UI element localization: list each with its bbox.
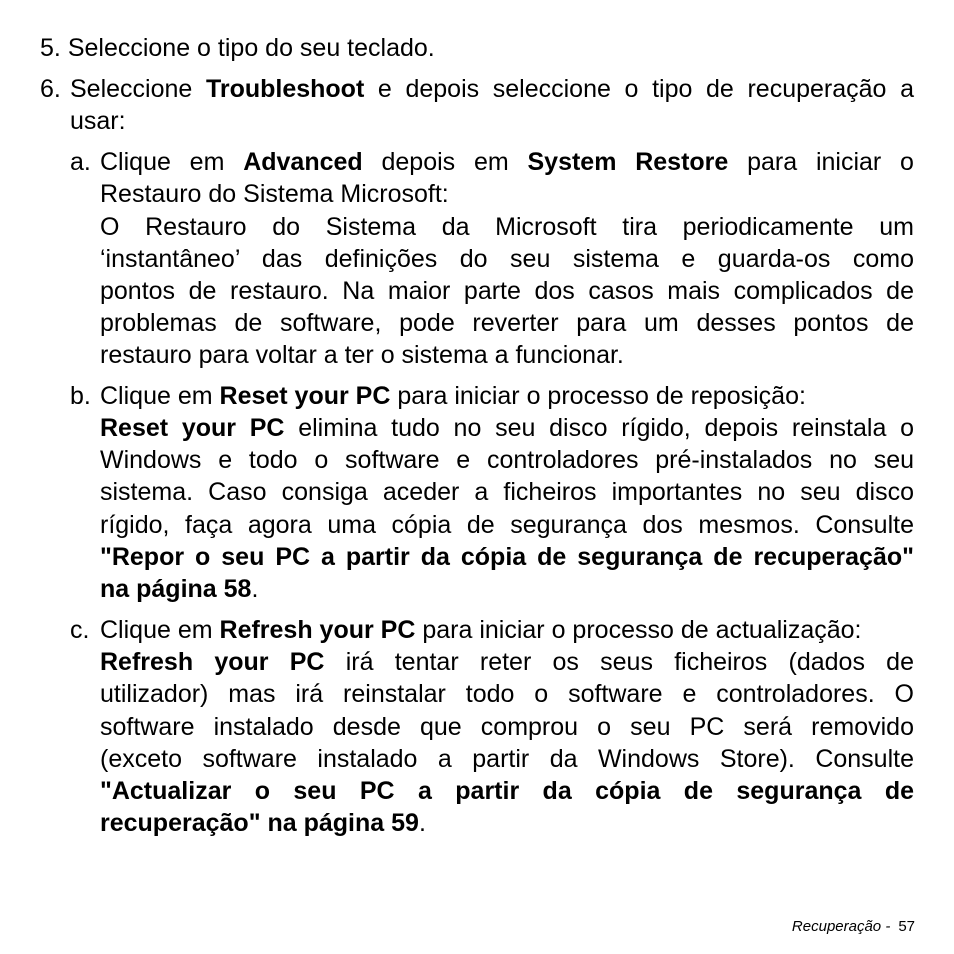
step-6-tail: e depois seleccione o tipo de recuperação a xyxy=(377,75,914,103)
item-a-line-1 xyxy=(100,146,914,178)
reference-page: na página 58 xyxy=(100,575,252,603)
step-5-text: Seleccione o tipo do seu teclado. xyxy=(67,34,435,62)
item-c-para-line: (exceto software instalado a partir da Windows Store). Consulte xyxy=(100,745,914,773)
refresh-your-pc-term: Refresh your PC xyxy=(100,648,325,676)
item-a-para-line: problemas de software, pode reverter para um desses pontos de xyxy=(100,309,914,337)
item-a-para-line: O Restauro do Sistema da Microsoft tira periodicamente um xyxy=(100,213,914,241)
item-a-para-line: ‘instantâneo’ das definições do seu sistema e guarda-os como xyxy=(100,245,914,273)
reference-page: recuperação" na página 59 xyxy=(100,809,419,837)
step-5 xyxy=(40,32,435,64)
item-b-para-text: elimina tudo no seu disco rígido, depois reinstala o xyxy=(298,414,914,442)
word: o xyxy=(900,148,914,176)
word: depois xyxy=(381,148,456,176)
system-restore-term: System Restore xyxy=(527,148,729,176)
word: Clique xyxy=(100,148,171,176)
item-c-lead: Clique em xyxy=(100,616,213,644)
word: em xyxy=(473,148,509,176)
step-6-lead: Seleccione xyxy=(70,75,193,103)
item-c-marker: c. xyxy=(70,616,90,644)
item-c-para-text: irá tentar reter os seus ficheiros (dados de xyxy=(345,648,914,676)
item-c-para-line: software instalado desde que comprou o seu PC será removido xyxy=(100,713,914,741)
page-number: 57 xyxy=(898,918,915,935)
item-c-tail: para iniciar o processo de actualização: xyxy=(422,616,862,644)
item-c-para-first-line xyxy=(100,646,914,678)
item-b-para-line: sistema. Caso consiga aceder a ficheiros importantes no seu disco xyxy=(100,478,914,506)
item-b-reference-link-end[interactable] xyxy=(100,573,258,605)
item-b-para-line: rígido, faça agora uma cópia de segurança dos mesmos. Consulte xyxy=(100,511,914,539)
item-b-para-line: Windows e todo o software e controladores pré-instalados no seu xyxy=(100,446,914,474)
item-c-line-1 xyxy=(100,614,862,646)
item-b-marker: b. xyxy=(70,382,91,410)
item-c-para-line: utilizador) mas irá reinstalar todo o software e controladores. O xyxy=(100,680,914,708)
troubleshoot-term: Troubleshoot xyxy=(205,75,365,103)
footer-section: Recuperação - xyxy=(791,918,891,935)
period: . xyxy=(418,809,426,837)
step-6-line-2: usar: xyxy=(70,107,126,135)
reset-your-pc-term: Reset your PC xyxy=(100,414,285,442)
item-b-lead: Clique em xyxy=(100,382,213,410)
refresh-your-pc-term: Refresh your PC xyxy=(219,616,416,644)
item-a-marker: a. xyxy=(70,148,91,176)
item-a-para-line: restauro para voltar a ter o sistema a funcionar. xyxy=(100,341,624,369)
reference-text: "Actualizar o seu PC a partir da cópia de segurança de xyxy=(100,777,914,805)
item-b-tail: para iniciar o processo de reposição: xyxy=(397,382,806,410)
item-b-para-first-line xyxy=(100,412,914,444)
item-c-reference-link[interactable] xyxy=(100,775,914,807)
reference-text: "Repor o seu PC a partir da cópia de segurança de recuperação" xyxy=(100,543,914,571)
word: em xyxy=(189,148,225,176)
item-a-line-2: Restauro do Sistema Microsoft: xyxy=(100,180,449,208)
step-6-line-1 xyxy=(70,73,914,105)
step-5-number: 5. xyxy=(40,34,61,62)
page-footer xyxy=(792,916,915,938)
item-a-para-line: pontos de restauro. Na maior parte dos casos mais complicados de xyxy=(100,277,914,305)
item-b-reference-link[interactable] xyxy=(100,541,914,573)
item-c-reference-link-end[interactable] xyxy=(100,807,426,839)
word: para xyxy=(747,148,798,176)
reset-your-pc-term: Reset your PC xyxy=(219,382,391,410)
advanced-term: Advanced xyxy=(243,148,363,176)
period: . xyxy=(251,575,259,603)
item-b-line-1 xyxy=(100,380,806,412)
step-6-number: 6. xyxy=(40,75,61,103)
word: iniciar xyxy=(815,148,882,176)
